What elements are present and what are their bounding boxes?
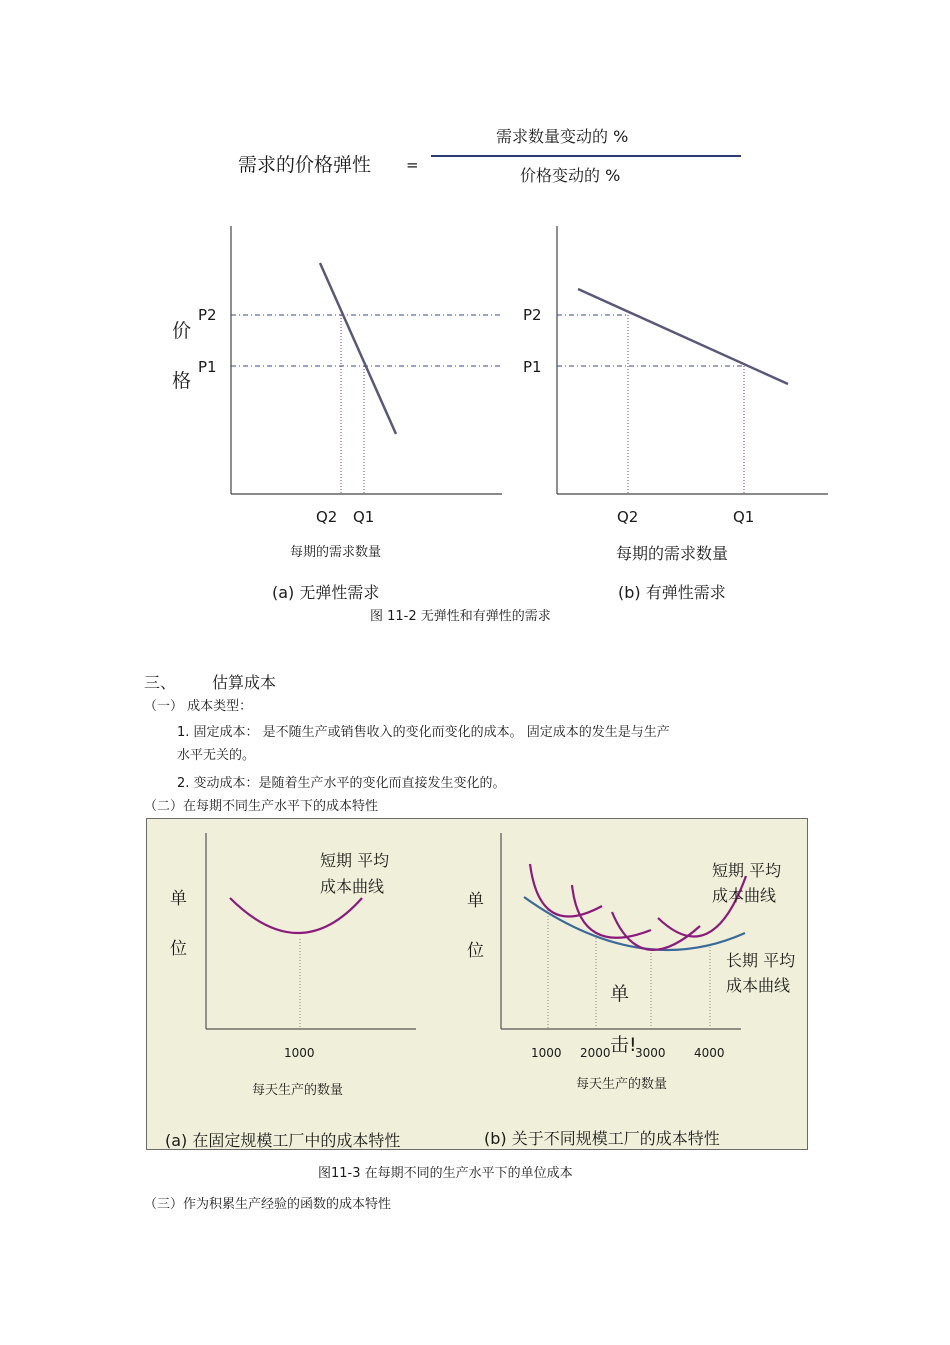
formula-numerator: 需求数量变动的 % <box>496 127 629 146</box>
cost-b-short-label-2: 成本曲线 <box>712 886 777 905</box>
cost-b-long-label-1: 长期 平均 <box>726 951 796 970</box>
figure-11-3-caption: 图11-3 在每期不同的生产水平下的单位成本 <box>318 1166 573 1181</box>
panel-a-x-label: 每期的需求数量 <box>290 545 382 560</box>
cost-a-caption: (a) 在固定规模工厂中的成本特性 <box>165 1131 401 1150</box>
overlay-text-2: 击! <box>610 1034 637 1056</box>
cost-b-short-label-1: 短期 平均 <box>712 861 782 880</box>
cost-a-y-label-1: 单 <box>170 889 187 909</box>
cost-a-curve-label-2: 成本曲线 <box>320 877 385 896</box>
cost-b-tick-4000: 4000 <box>694 1046 725 1060</box>
cost-a-tick-1000: 1000 <box>284 1046 315 1060</box>
cost-b-long-label-2: 成本曲线 <box>726 976 791 995</box>
section-number: 三、 <box>144 673 177 692</box>
item-1-line-2: 水平无关的。 <box>177 748 256 763</box>
cost-b-short-run-curve-2 <box>572 885 651 938</box>
price-axis-label-1: 价 <box>172 320 192 342</box>
price-axis-label-2: 格 <box>172 370 192 392</box>
panel-b-p1-label: P1 <box>523 358 542 376</box>
panel-a-q1-label: Q1 <box>353 508 375 526</box>
cost-b-x-label: 每天生产的数量 <box>576 1077 668 1092</box>
item-2: 2. 变动成本：是随着生产水平的变化而直接发生变化的。 <box>177 776 506 791</box>
cost-a-short-run-curve <box>230 898 362 933</box>
panel-a-p1-label: P1 <box>198 358 217 376</box>
figure-11-2-caption: 图 11-2 无弹性和有弹性的需求 <box>370 609 551 624</box>
cost-a-y-label-2: 位 <box>170 939 187 959</box>
formula-denominator: 价格变动的 % <box>520 166 621 185</box>
subsection-3: （三）作为积累生产经验的函数的成本特性 <box>144 1197 392 1212</box>
formula-equals: = <box>406 156 419 174</box>
panel-a-p2-label: P2 <box>198 306 217 324</box>
subsection-1: （一） 成本类型： <box>144 699 253 714</box>
panel-a-caption: (a) 无弹性需求 <box>272 583 380 602</box>
section-heading: 估算成本 <box>212 673 277 692</box>
subsection-2: （二）在每期不同生产水平下的成本特性 <box>144 799 379 814</box>
cost-b-tick-1000: 1000 <box>531 1046 562 1060</box>
panel-b-q1-label: Q1 <box>733 508 755 526</box>
overlay-text-1: 单 <box>610 983 630 1005</box>
panel-a-q2-label: Q2 <box>316 508 338 526</box>
cost-b-tick-2000: 2000 <box>580 1046 611 1060</box>
item-1-line-1: 1. 固定成本： 是不随生产或销售收入的变化而变化的成本。 固定成本的发生是与生产 <box>177 725 670 740</box>
panel-b-q2-label: Q2 <box>617 508 639 526</box>
formula-lhs: 需求的价格弹性 <box>238 154 372 176</box>
cost-b-y-label-2: 位 <box>467 941 484 961</box>
cost-a-x-label: 每天生产的数量 <box>252 1083 344 1098</box>
cost-a-curve-label-1: 短期 平均 <box>320 851 390 870</box>
panel-b-caption: (b) 有弹性需求 <box>618 583 726 602</box>
cost-b-y-label-1: 单 <box>467 891 484 911</box>
cost-b-tick-3000: 3000 <box>635 1046 666 1060</box>
panel-b-x-label: 每期的需求数量 <box>616 544 729 563</box>
panel-b-p2-label: P2 <box>523 306 542 324</box>
cost-b-caption: (b) 关于不同规模工厂的成本特性 <box>484 1129 720 1148</box>
